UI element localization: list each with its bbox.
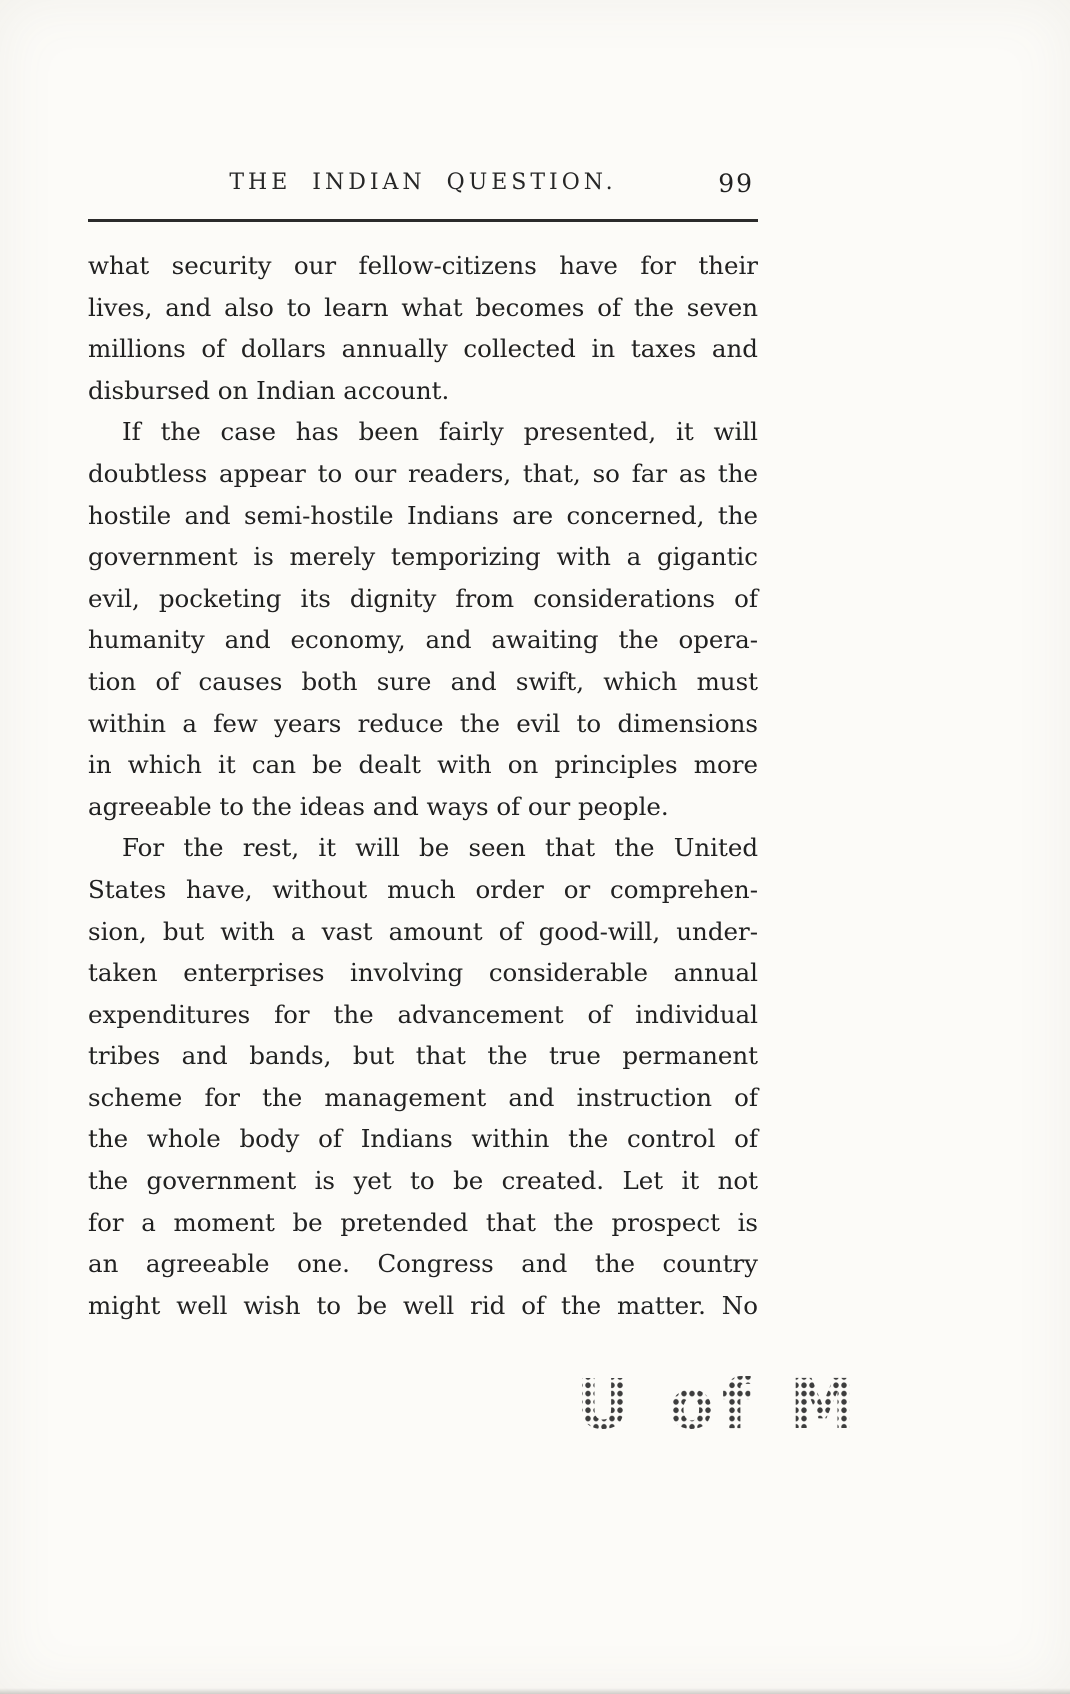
text-line: disbursed on Indian account.: [88, 375, 450, 405]
text-line: within a few years reduce the evil to dimensions: [88, 708, 758, 738]
running-head: [88, 170, 758, 208]
text-line: an agreeable one. Congress and the country: [88, 1249, 758, 1279]
text-line: hostile and semi-hostile Indians are concerned, the: [88, 500, 758, 530]
text-line: tion of causes both sure and swift, which must: [88, 666, 758, 696]
library-perforation-stamp: U of M: [576, 1364, 864, 1445]
header-rule: [88, 219, 758, 222]
text-line: in which it can be dealt with on principles more: [88, 750, 758, 780]
text-line: millions of dollars annually collected in taxes and: [88, 334, 758, 364]
text-line: tribes and bands, but that the true permanent: [88, 1041, 758, 1071]
text-column: [88, 170, 758, 1326]
text-line: agreeable to the ideas and ways of our people.: [88, 791, 669, 821]
paragraph: [88, 827, 758, 1326]
text-line: doubtless appear to our readers, that, so far as the: [88, 458, 758, 488]
text-line: evil, pocketing its dignity from considerations of: [88, 583, 758, 613]
text-line: scheme for the management and instruction of: [88, 1082, 758, 1112]
text-line: If the case has been fairly presented, it will: [122, 417, 758, 447]
text-line: lives, and also to learn what becomes of the seven: [88, 292, 758, 322]
text-line: humanity and economy, and awaiting the opera-: [88, 625, 758, 655]
text-line: sion, but with a vast amount of good-will, under-: [88, 916, 758, 946]
text-line: the whole body of Indians within the control of: [88, 1124, 758, 1154]
page-number: 99: [718, 169, 754, 198]
page-body: [88, 245, 758, 1326]
page-header-title: THE INDIAN QUESTION.: [229, 170, 617, 195]
text-line: expenditures for the advancement of individual: [88, 999, 758, 1029]
text-line: taken enterprises involving considerable annual: [88, 958, 758, 988]
text-line: government is merely temporizing with a gigantic: [88, 542, 758, 572]
paragraph: [88, 411, 758, 827]
text-line: might well wish to be well rid of the matter. No: [88, 1290, 758, 1320]
text-line: for a moment be pretended that the prospect is: [88, 1207, 758, 1237]
text-line: States have, without much order or comprehen-: [88, 874, 758, 904]
text-line: For the rest, it will be seen that the United: [122, 833, 758, 863]
paragraph: [88, 245, 758, 411]
text-line: the government is yet to be created. Let it not: [88, 1166, 758, 1196]
text-line: what security our fellow-citizens have for their: [88, 251, 758, 280]
scan-edge-shadow: [0, 1688, 1070, 1694]
